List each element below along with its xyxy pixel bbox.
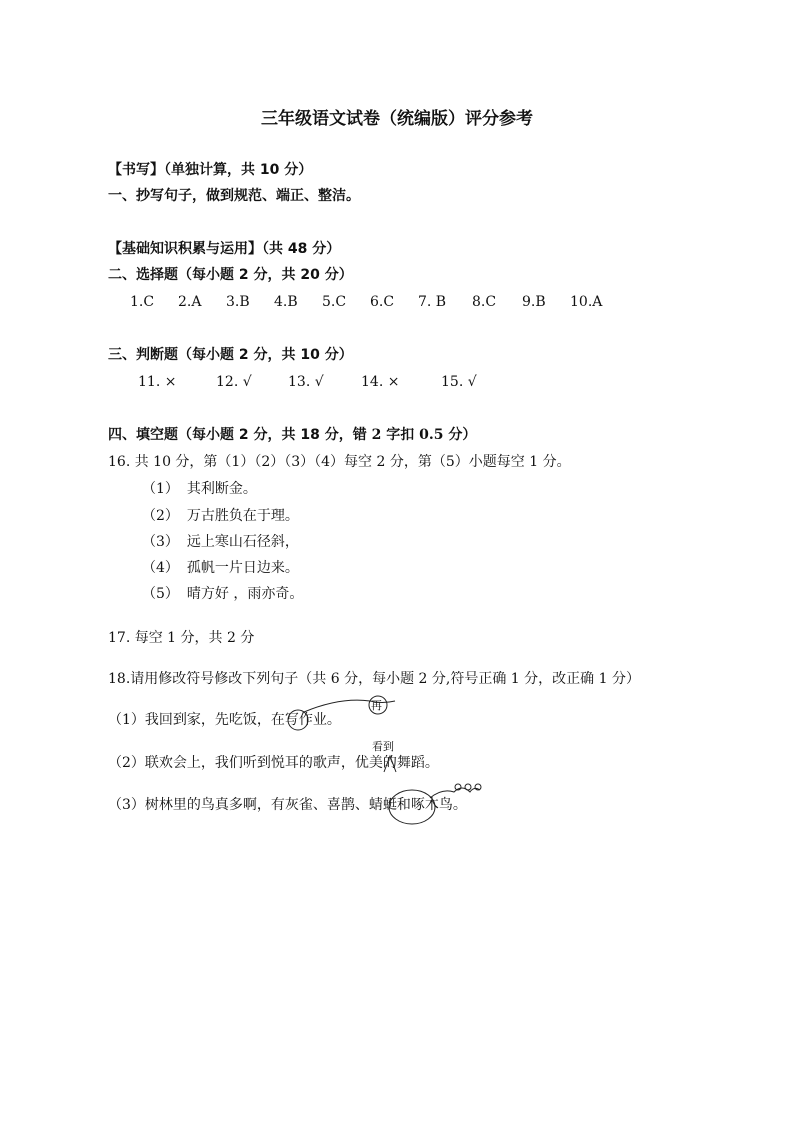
fill-header-penalty: 错 2 字扣 0.5 分） (352, 427, 477, 443)
choice-answer: 6.C (370, 294, 395, 310)
q16-item-text: 孤帆一片日边来。 (186, 560, 299, 576)
choice-answer: 2.A (178, 294, 202, 310)
q18-item-2: （2）联欢会上，我们听到悦耳的歌声，优美的舞蹈。 (108, 755, 439, 771)
q17-text: 17. 每空 1 分，共 2 分 (108, 630, 255, 646)
judge-answer: 11. × (138, 374, 177, 390)
choice-answer: 10.A (570, 294, 603, 310)
q16-item-text: 万古胜负在于理。 (186, 508, 299, 524)
q16-item-text: 远上寒山石径斜， (186, 534, 299, 550)
q16-item-num: （4） (142, 560, 179, 576)
q18-text: 18.请用修改符号修改下列句子（共 6 分，每小题 2 分,符号正确 1 分，改正确 1 分） (108, 671, 640, 687)
q16-item-num: （3） (142, 534, 179, 550)
judge-answer: 14. × (361, 374, 400, 390)
choice-answer: 7. B (418, 294, 447, 310)
q16-text: 16. 共 10 分，第（1）（2）（3）（4）每空 2 分，第（5）小题每空 1 分。 (108, 454, 571, 470)
judge-header: 三、判断题（每小题 2 分，共 10 分） (108, 347, 353, 363)
choice-answer: 8.C (472, 294, 497, 310)
correction-mark-2 (378, 746, 408, 776)
q16-item-text: 其利断金。 (186, 481, 257, 497)
q16-item (142, 558, 299, 578)
judge-answer: 15. √ (441, 374, 477, 390)
q16-item (142, 506, 299, 526)
choice-answer: 4.B (274, 294, 298, 310)
correction-mark-1 (280, 693, 410, 737)
page-title: 三年级语文试卷（统编版）评分参考 (261, 109, 533, 129)
choice-answer: 3.B (226, 294, 250, 310)
q16-item-text: 晴方好 ，雨亦奇。 (186, 586, 304, 602)
q18-item-3: （3）树林里的鸟真多啊，有灰雀、喜鹊、蜻蜓和啄木鸟。 (108, 797, 467, 813)
q18-item-1: （1）我回到家，先吃饭，在写作业。 (108, 712, 341, 728)
q16-item-num: （5） (142, 586, 179, 602)
correction-mark-2-text: 看到 (372, 740, 394, 753)
q16-item (142, 532, 299, 552)
writing-item-1: 一、抄写句子，做到规范、端正、整洁。 (108, 188, 360, 204)
fill-header-main: 四、填空题（每小题 2 分，共 18 分， (108, 427, 353, 443)
q16-item-num: （1） (142, 481, 179, 497)
correction-mark-1-text: 再 (371, 699, 382, 712)
q16-item-num: （2） (142, 508, 179, 524)
correction-mark-3 (382, 778, 492, 828)
fill-header (108, 425, 476, 445)
q16-item (142, 584, 303, 604)
choice-header: 二、选择题（每小题 2 分，共 20 分） (108, 267, 353, 283)
judge-answer: 12. √ (216, 374, 252, 390)
choice-answer: 9.B (522, 294, 546, 310)
basics-header: 【基础知识积累与运用】（共 48 分） (108, 241, 341, 257)
writing-header: 【书写】（单独计算，共 10 分） (108, 162, 313, 178)
choice-answer: 5.C (322, 294, 347, 310)
q16-item (142, 479, 257, 499)
judge-answer: 13. √ (288, 374, 324, 390)
choice-answer: 1.C (130, 294, 155, 310)
